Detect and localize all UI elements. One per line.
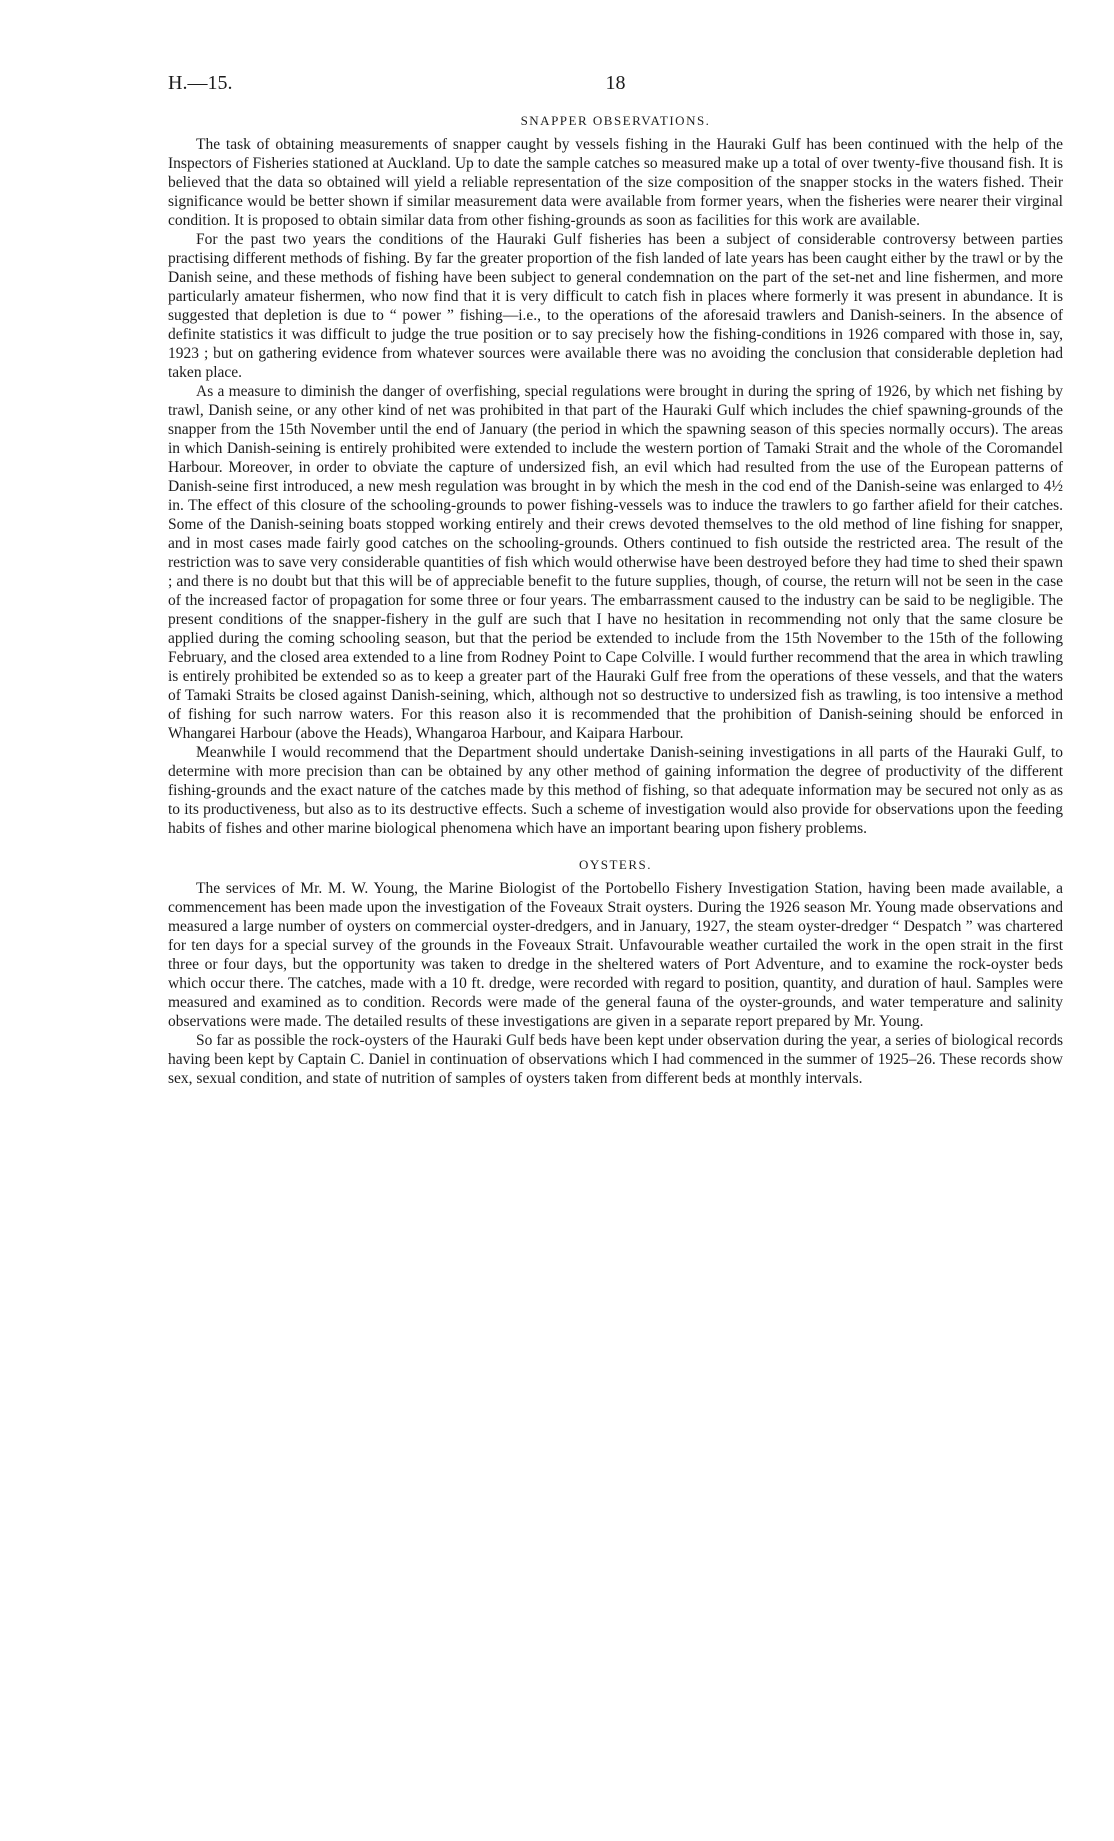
paragraph: The services of Mr. M. W. Young, the Marine Biologist of the Portobello Fishery Investigation Station, having been made available, a commencement has been made upon the investigation of the Foveaux Strait oysters. During the 1926 season Mr. Young made observations and measured a large number of oysters on commercial oyster-dredgers, and in January, 1927, the steam oyster-dredger “ Despatch ” was chartered for ten days for a special survey of the grounds in the Foveaux Strait. Unfavourable weather curtailed the work in the open strait in the first three or four days, but the opportunity was taken to dredge in the sheltered waters of Port Adventure, and to examine the rock-oyster beds which occur there. The catches, made with a 10 ft. dredge, were recorded with regard to position, quantity, and duration of haul. Samples were measured and examined as to condition. Records were made of the general fauna of the oyster-grounds, and water temperature and salinity observations were made. The detailed results of these investigations are given in a separate report prepared by Mr. Young. [168,880,1063,1030]
document-reference: H.—15. [168,72,233,94]
paragraph: So far as possible the rock-oysters of the Hauraki Gulf beds have been kept under observation during the year, a series of biological records having been kept by Captain C. Daniel in continuation of observations which I had commenced in the summer of 1925–26. These records show sex, sexual condition, and state of nutrition of samples of oysters taken from different beds at monthly intervals. [168,1032,1063,1087]
paragraph: For the past two years the conditions of the Hauraki Gulf fisheries has been a subject of considerable controversy between parties practising different methods of fishing. By far the greater proportion of the fish landed of late years has been caught either by the trawl or by the Danish seine, and these methods of fishing have been subject to general condemnation on the part of the set-net and line fishermen, and more particularly amateur fishermen, who now find that it is very difficult to catch fish in places where formerly it was present in abundance. It is suggested that depletion is due to “ power ” fishing—i.e., to the operations of the aforesaid trawlers and Danish-seiners. In the absence of definite statistics it was difficult to judge the true position or to say precisely how the fishing-conditions in 1926 compared with those in, say, 1923 ; but on gathering evidence from whatever sources were available there was no avoiding the conclusion that considerable depletion had taken place. [168,231,1063,381]
paragraph: Meanwhile I would recommend that the Department should undertake Danish-seining investigations in all parts of the Hauraki Gulf, to determine with more precision than can be obtained by any other method of gaining information the degree of productivity of the different fishing-grounds and the exact nature of the catches made by this method of fishing, so that adequate information may be secured not only as as to its productiveness, but also as to its destructive effects. Such a scheme of investigation would also provide for observations upon the feeding habits of fishes and other marine biological phenomena which have an important bearing upon fishery problems. [168,744,1063,837]
page-number: 18 [605,72,626,94]
paragraph: As a measure to diminish the danger of overfishing, special regulations were brought in during the spring of 1926, by which net fishing by trawl, Danish seine, or any other kind of net was prohibited in that part of the Hauraki Gulf which includes the chief spawning-grounds of the snapper from the 15th November until the end of January (the period in which the spawning season of this species normally occurs). The areas in which Danish-seining is entirely prohibited were extended to include the western portion of Tamaki Strait and the whole of the Coromandel Harbour. Moreover, in order to obviate the capture of undersized fish, an evil which had resulted from the use of the European patterns of Danish-seine first introduced, a new mesh regulation was brought in by which the mesh in the cod end of the Danish-seine was enlarged to 4½ in. The effect of this closure of the schooling-grounds to power fishing-vessels was to induce the trawlers to go farther afield for their catches. Some of the Danish-seining boats stopped working entirely and their crews devoted themselves to the old method of line fishing for snapper, and in most cases made fairly good catches on the schooling-grounds. Others continued to fish outside the restricted area. The result of the restriction was to save very considerable quantities of fish which would otherwise have been destroyed before they had time to shed their spawn ; and there is no doubt but that this will be of appreciable benefit to the future supplies, though, of course, the return will not be seen in the case of the increased factor of propagation for some three or four years. The embarrassment caused to the industry can be said to be negligible. The present conditions of the snapper-fishery in the gulf are such that I have no hesitation in recommending not only that the same closure be applied during the coming schooling season, but that the period be extended to include from the 15th November to the 15th of the following February, and the closed area extended to a line from Rodney Point to Cape Colville. I would further recommend that the area in which trawling is entirely prohibited be extended so as to keep a greater part of the Hauraki Gulf free from the operations of these vessels, and that the waters of Tamaki Straits be closed against Danish-seining, which, although not so destructive to undersized fish as trawling, is too intensive a method of fishing for such narrow waters. For this reason also it is recommended that the prohibition of Danish-seining should be enforced in Whangarei Harbour (above the Heads), Whangaroa Harbour, and Kaipara Harbour. [168,383,1063,742]
section-snapper-observations [168,112,1063,838]
paragraph: The task of obtaining measurements of snapper caught by vessels fishing in the Hauraki Gulf has been continued with the help of the Inspectors of Fisheries stationed at Auckland. Up to date the sample catches so measured make up a total of over twenty-five thousand fish. It is believed that the data so obtained will yield a reliable representation of the size composition of the snapper stocks in the waters fished. Their significance would be better shown if similar measurement data were available from former years, when the fisheries were nearer their virginal condition. It is proposed to obtain similar data from other fishing-grounds as soon as facilities for this work are available. [168,136,1063,229]
section-heading: OYSTERS. [578,857,653,872]
section-oysters [168,856,1063,1088]
running-header [168,72,1063,102]
section-heading: SNAPPER OBSERVATIONS. [520,113,711,128]
page-body [168,112,1063,1088]
